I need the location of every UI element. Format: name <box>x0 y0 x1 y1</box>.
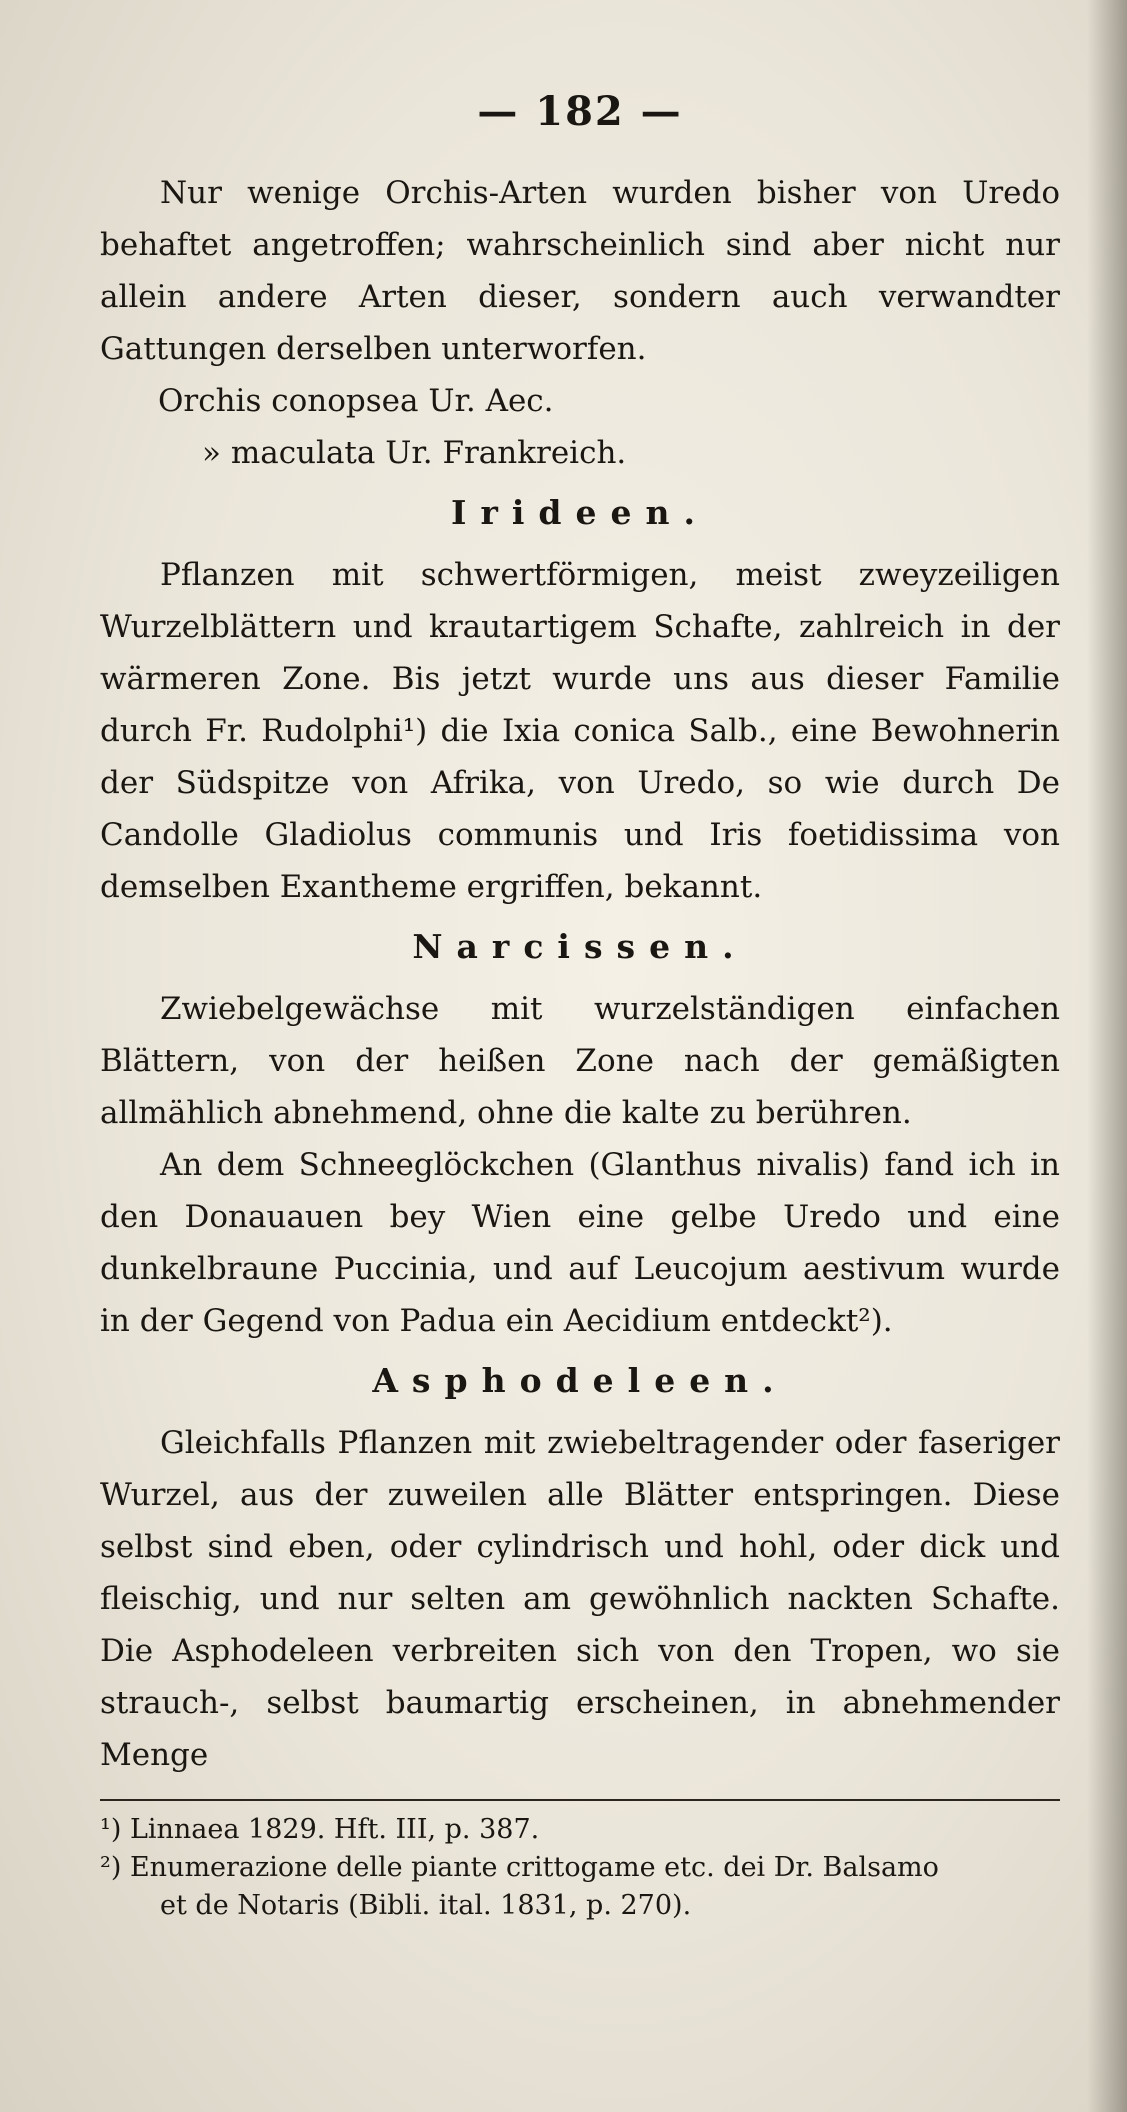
paragraph-narcissen-1: Zwiebelgewächse mit wurzelständigen einfachen Blättern, von der heißen Zone nach der gemäßigten allmählich abnehmend, ohne die kalte zu berühren. <box>100 991 1060 1131</box>
page-content <box>100 88 1060 1925</box>
species-line: Orchis conopsea Ur. Aec. <box>158 383 554 419</box>
footnote-2 <box>100 1849 1060 1925</box>
footnote-mark: ¹) <box>100 1814 122 1845</box>
footnote-1 <box>100 1811 1060 1849</box>
section-heading-asphodeleen: Asphodeleen. <box>372 1361 788 1400</box>
species-line: » maculata Ur. Frankreich. <box>202 435 627 471</box>
footnote-text-continued: et de Notaris (Bibli. ital. 1831, p. 270). <box>160 1890 692 1921</box>
footnote-text: Enumerazione delle piante crittogame etc. dei Dr. Balsamo <box>129 1852 939 1883</box>
paragraph-irideen: Pflanzen mit schwertförmigen, meist zweyzeiligen Wurzelblättern und krautartigem Schafte, zahlreich in der wärmeren Zone. Bis jetzt wurde uns aus dieser Familie durch Fr. Rudolphi¹) die Ixia conica Salb., eine Bewohnerin der Südspitze von Afrika, von Uredo, so wie durch De Candolle Gladiolus communis und Iris foetidissima von demselben Exantheme ergriffen, bekannt. <box>100 557 1060 905</box>
footnote-divider <box>100 1799 1060 1801</box>
paragraph-asphodeleen: Gleichfalls Pflanzen mit zwiebeltragender oder faseriger Wurzel, aus der zuweilen alle Blätter entspringen. Diese selbst sind eben, oder cylindrisch und hohl, oder dick und fleischig, und nur selten am gewöhnlich nackten Schafte. Die Asphodeleen verbreiten sich von den Tropen, wo sie strauch-, selbst baumartig erscheinen, in abnehmender Menge <box>100 1425 1060 1773</box>
page-edge-shadow <box>1087 0 1127 2112</box>
section-heading-irideen: Irideen. <box>451 493 709 532</box>
page-number: — 182 — <box>477 88 683 135</box>
footnote-mark: ²) <box>100 1852 122 1883</box>
section-heading-narcissen: Narcissen. <box>412 927 748 966</box>
footnote-text: Linnaea 1829. Hft. III, p. 387. <box>129 1814 540 1845</box>
paragraph-orchis: Nur wenige Orchis-Arten wurden bisher von Uredo behaftet angetroffen; wahrscheinlich sind aber nicht nur allein andere Arten dieser, sondern auch verwandter Gattungen derselben unterworfen. <box>100 175 1060 367</box>
paragraph-narcissen-2: An dem Schneeglöckchen (Glanthus nivalis) fand ich in den Donauauen bey Wien eine gelbe Uredo und eine dunkelbraune Puccinia, und auf Leucojum aestivum wurde in der Gegend von Padua ein Aecidium entdeckt²). <box>100 1147 1060 1339</box>
